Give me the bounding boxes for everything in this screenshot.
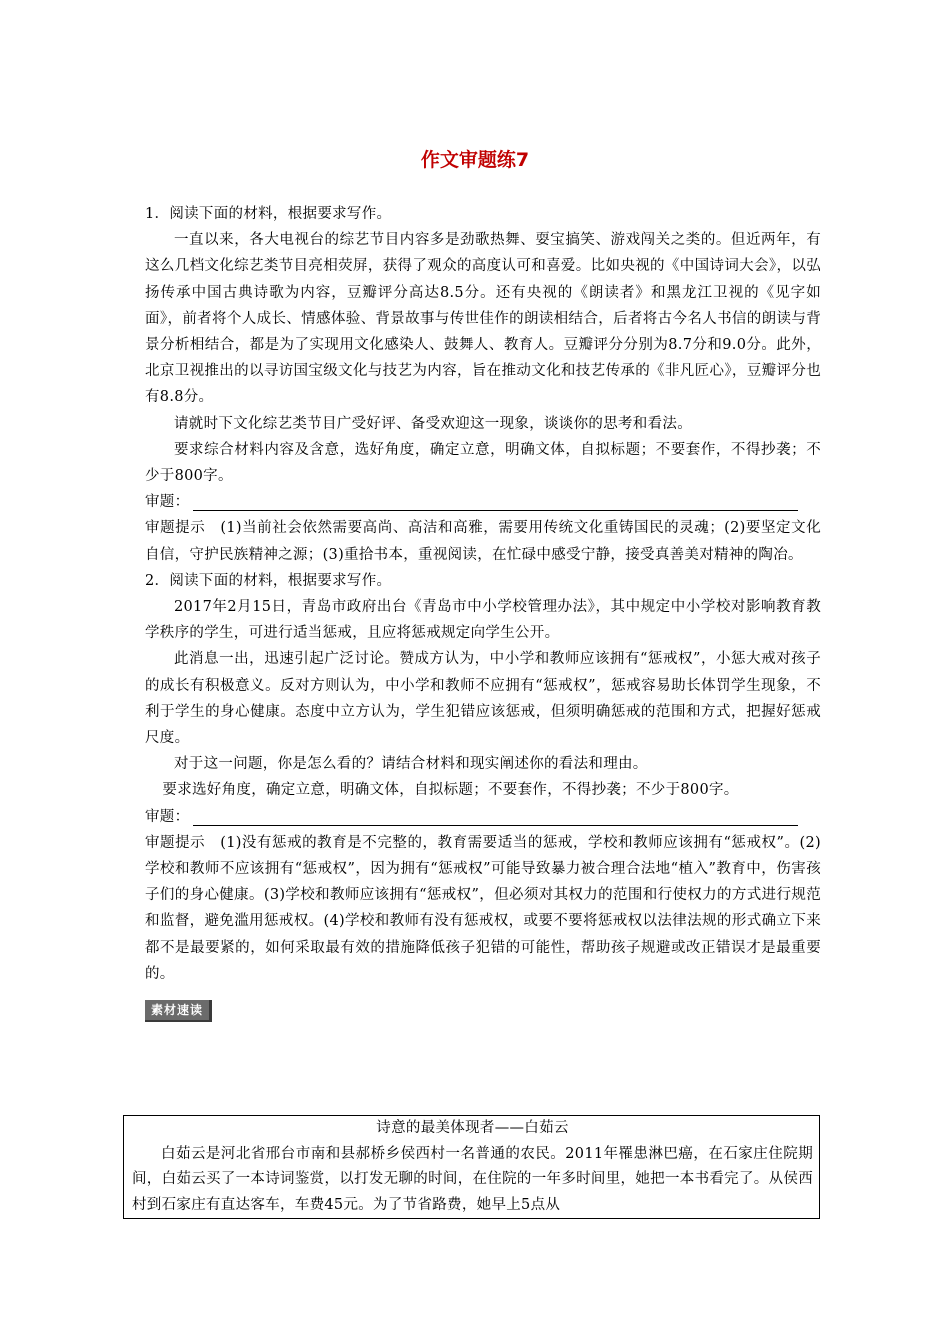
- q2-material-1: 2017年2月15日，青岛市政府出台《青岛市中小学校管理办法》，其中规定中小学校对影响教育教学秩序的学生，可进行适当惩戒，且应将惩戒规定向学生公开。: [145, 599, 821, 642]
- main-content: [145, 201, 821, 1019]
- q1-blank-label: 审题：: [145, 494, 190, 511]
- q2-hint: 审题提示 (1)没有惩戒的教育是不完整的，教育需要适当的惩戒，学校和教师应该拥有“惩戒权”。(2)学校和教师不应该拥有“惩戒权”，因为拥有“惩戒权”可能导致暴力被合理合法地“植入”教育中，伤害孩子们的身心健康。(3)学校和教师应该拥有“惩戒权”，但必须对其权力的范围和行使权力的方式进行规范和监督，避免滥用惩戒权。(4)学校和教师有没有惩戒权，或要不要将惩戒权以法律法规的形式确立下来都不是最要紧的，如何采取最有效的措施降低孩子犯错的可能性，帮助孩子规避或改正错误才是最重要的。: [145, 834, 821, 982]
- section-badge-wrap: [145, 997, 821, 1019]
- q1-prompt: 请就时下文化综艺类节目广受好评、备受欢迎这一现象，谈谈你的思考和看法。: [174, 415, 692, 432]
- q2-stem: 2．阅读下面的材料，根据要求写作。: [145, 572, 392, 589]
- q2-requirement: 要求选好角度，确定立意，明确文体，自拟标题；不要套作，不得抄袭；不少于800字。: [162, 782, 739, 799]
- q2-blank-label: 审题：: [145, 808, 190, 825]
- q2-prompt: 对于这一问题，你是怎么看的？请结合材料和现实阐述你的看法和理由。: [174, 756, 648, 773]
- q1-stem: 1．阅读下面的材料，根据要求写作。: [145, 206, 392, 222]
- q1-answer-line: [145, 489, 821, 515]
- q1-hint: 审题提示 (1)当前社会依然需要高尚、高洁和高雅，需要用传统文化重铸国民的灵魂；(2)要坚定文化自信，守护民族精神之源；(3)重拾书本，重视阅读，在忙碌中感受宁静，接受真善美对精神的陶冶。: [145, 520, 821, 563]
- q1-material: 一直以来，各大电视台的综艺节目内容多是劲歌热舞、耍宝搞笑、游戏闯关之类的。但近两年，有这么几档文化综艺类节目亮相荧屏，获得了观众的高度认可和喜爱。比如央视的《中国诗词大会》，以弘扬传承中国古典诗歌为内容，豆瓣评分高达8.5分。还有央视的《朗读者》和黑龙江卫视的《见字如面》，前者将个人成长、情感体验、背景故事与传世佳作的朗读相结合，后者将古今名人书信的朗读与背景分析相结合，都是为了实现用文化感染人、鼓舞人、教育人。豆瓣评分分别为8.7分和9.0分。此外，北京卫视推出的以寻访国宝级文化与技艺为内容，旨在推动文化和技艺传承的《非凡匠心》，豆瓣评分也有8.8分。: [145, 232, 821, 406]
- material-box-text: 白茹云是河北省邢台市南和县郝桥乡侯西村一名普通的农民。2011年罹患淋巴癌，在石家庄住院期间，白茹云买了一本诗词鉴赏，以打发无聊的时间，在住院的一年多时间里，她把一本书看完了。从侯西村到石家庄有直达客车，车费45元。为了节省路费，她早上5点从: [132, 1145, 813, 1213]
- material-box-title: 诗意的最美体现者——白茹云: [376, 1120, 569, 1136]
- q2-material-2: 此消息一出，迅速引起广泛讨论。赞成方认为，中小学和教师应该拥有“惩戒权”，小惩大戒对孩子的成长有积极意义。反对方则认为，中小学和教师不应拥有“惩戒权”，惩戒容易助长体罚学生现象，不利于学生的身心健康。态度中立方认为，学生犯错应该惩戒，但须明确惩戒的范围和方式，把握好惩戒尺度。: [145, 651, 821, 747]
- page-title: 作文审题练7: [420, 149, 530, 171]
- q1-requirement: 要求综合材料内容及含意，选好角度，确定立意，明确文体，自拟标题；不要套作，不得抄袭；不少于800字。: [145, 441, 821, 485]
- q1-answer-rule[interactable]: [193, 492, 798, 511]
- material-box: [123, 1115, 820, 1219]
- q2-answer-rule[interactable]: [193, 807, 798, 826]
- section-badge: 素材速读: [145, 1000, 212, 1022]
- q2-answer-line: [145, 804, 821, 830]
